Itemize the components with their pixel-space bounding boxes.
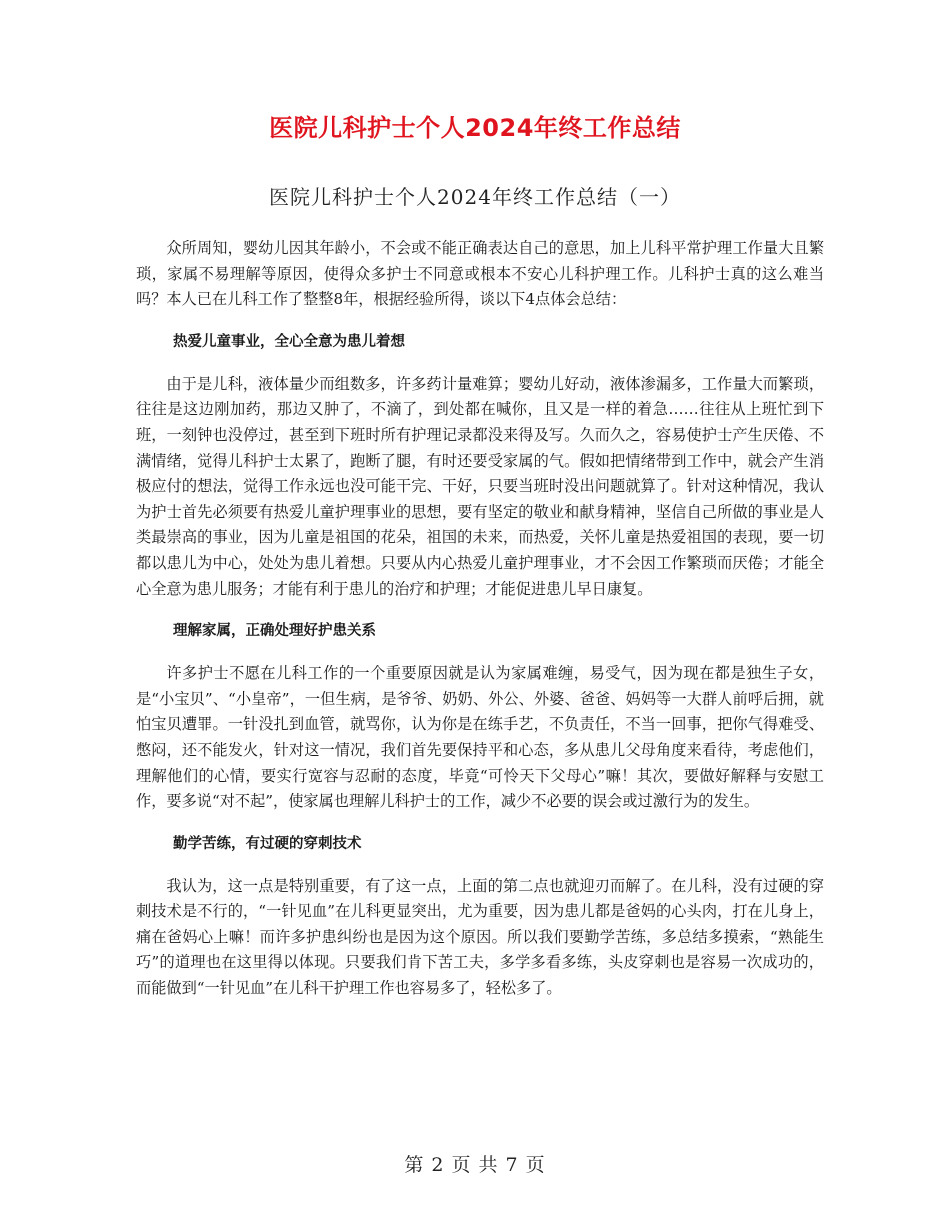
section-body-2: 许多护士不愿在儿科工作的一个重要原因就是认为家属难缠，易受气，因为现在都是独生子女，是“小宝贝”、“小皇帝”，一但生病，是爷爷、奶奶、外公、外婆、爸爸、妈妈等一大群人前呼后拥，就怕宝贝遭罪。一针没扎到血管，就骂你，认为你是在练手艺，不负责任，不当一回事，把你气得难受、憋闷，还不能发火，针对这一情况，我们首先要保持平和心态，多从患儿父母角度来看待，考虑他们，理解他们的心情，要实行宽容与忍耐的态度，毕竟“可怜天下父母心”嘛！其次，要做好解释与安慰工作，要多说“对不起”，使家属也理解儿科护士的工作，减少不必要的误会或过激行为的发生。 xyxy=(136,664,824,811)
page-number-footer: 第 2 页 共 7 页 xyxy=(404,1154,546,1176)
document-subtitle: 医院儿科护士个人2024年终工作总结（一） xyxy=(269,185,681,209)
section-heading-2: 理解家属，正确处理好护患关系 xyxy=(173,623,376,640)
section-heading-3: 勤学苦练，有过硬的穿刺技术 xyxy=(173,835,362,852)
section-heading-1: 热爱儿童事业，全心全意为患儿着想 xyxy=(173,333,405,350)
document-body xyxy=(136,236,824,1002)
section-body-1: 由于是儿科，液体量少而组数多，许多药计量难算；婴幼儿好动，液体渗漏多，工作量大而繁琐，往往是这边刚加药，那边又肿了，不滴了，到处都在喊你，且又是一样的着急……往往从上班忙到下班，一刻钟也没停过，甚至到下班时所有护理记录都没来得及写。久而久之，容易使护士产生厌倦、不满情绪，觉得儿科护士太累了，跑断了腿，有时还要受家属的气。假如把情绪带到工作中，就会产生消极应付的想法，觉得工作永远也没可能干完、干好，只要当班时没出问题就算了。针对这种情况，我认为护士首先必须要有热爱儿童护理事业的思想，要有坚定的敬业和献身精神，坚信自己所做的事业是人类最崇高的事业，因为儿童是祖国的花朵，祖国的未来，而热爱，关怀儿童是热爱祖国的表现，要一切都以患儿为中心，处处为患儿着想。只要从内心热爱儿童护理事业，才不会因工作繁琐而厌倦；才能全心全意为患儿服务；才能有利于患儿的治疗和护理；才能促进患儿早日康复。 xyxy=(136,374,824,598)
section-body-3: 我认为，这一点是特别重要，有了这一点，上面的第二点也就迎刃而解了。在儿科，没有过硬的穿刺技术是不行的，“一针见血”在儿科更显突出，尤为重要，因为患儿都是爸妈的心头肉，打在儿身上，痛在爸妈心上嘛！而许多护患纠纷也是因为这个原因。所以我们要勤学苦练，多总结多摸索，“熟能生巧”的道理也在这里得以体现。只要我们肯下苦工夫，多学多看多练，头皮穿刺也是容易一次成功的，而能做到“一针见血”在儿科干护理工作也容易多了，轻松多了。 xyxy=(136,876,824,998)
document-title: 医院儿科护士个人2024年终工作总结 xyxy=(269,114,681,142)
intro-paragraph: 众所周知，婴幼儿因其年龄小，不会或不能正确表达自己的意思，加上儿科平常护理工作量大且繁琐，家属不易理解等原因，使得众多护士不同意或根本不安心儿科护理工作。儿科护士真的这么难当吗？本人已在儿科工作了整整8年，根据经验所得，谈以下4点体会总结： xyxy=(136,239,824,309)
